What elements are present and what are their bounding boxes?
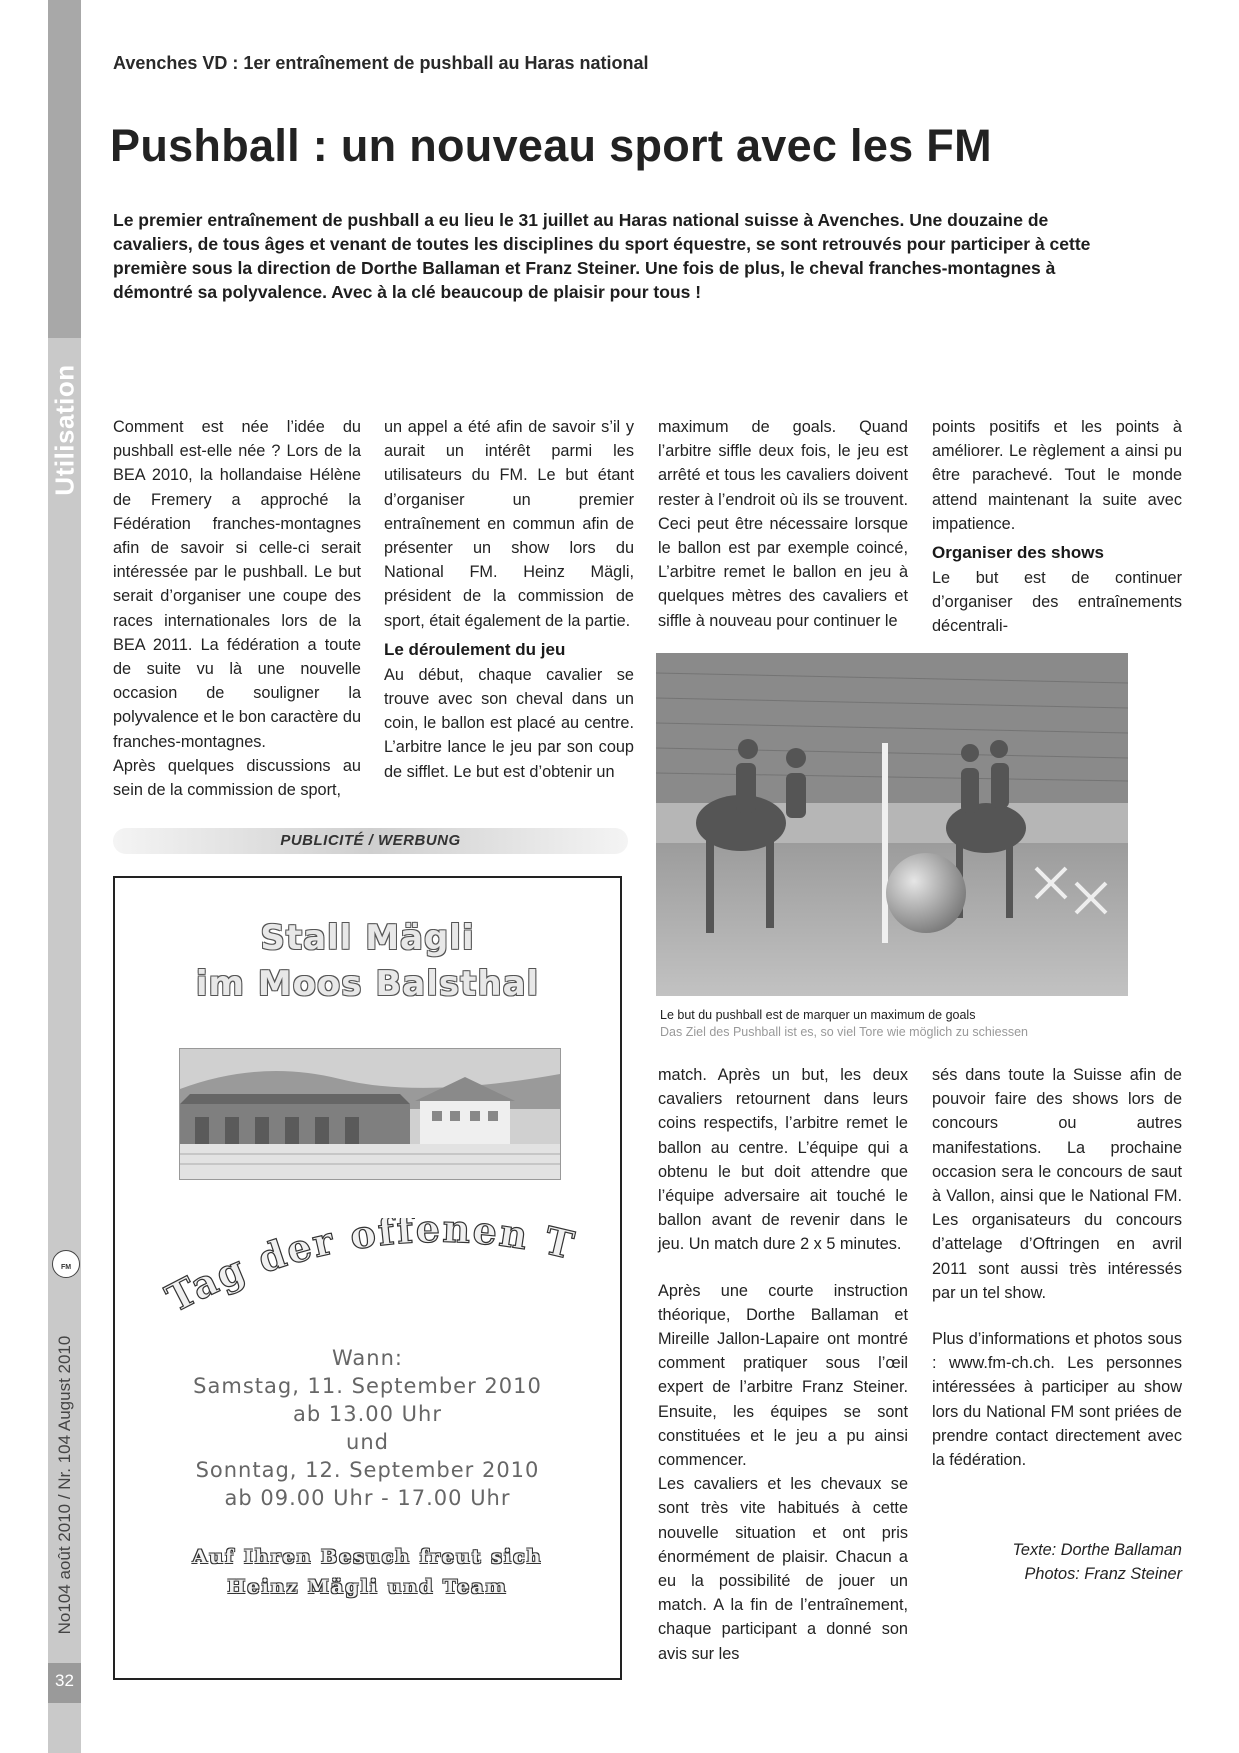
open-day-arc: [155, 1218, 585, 1328]
ad-and: und: [346, 1430, 389, 1454]
advertisement: [113, 876, 622, 1680]
paragraph: points positifs et les points à améliorer. Le règlement a ainsi pu être parachevé. Tout le monde attend maintenant la suite avec impatience.: [932, 418, 1182, 533]
article-lead: Le premier entraînement de pushball a eu lieu le 31 juillet au Haras national suisse à Avenches. Une douzaine de cavaliers, de tous âges et venant de toutes les disciplines du sport équestre, se sont retrouvés pour participer à cette première sous la direction de Dorthe Ballaman et Franz Steiner. Une fois de plus, le cheval franches-montagnes à démontré sa polyvalence. Avec à la clé beaucoup de plaisir pour tous !: [113, 210, 1091, 302]
paragraph: maximum de goals. Quand l’arbitre siffle deux fois, le jeu est arrêté et tous les cavaliers doivent rester à l’endroit où ils se trouvent. Ceci peut être nécessaire lorsque le ballon est par exemple coincé, L’arbitre remet le ballon en jeu à quelques mètres des cavaliers et siffle à nouveau pour continuer le: [658, 418, 908, 630]
page-number-text: 32: [55, 1671, 74, 1690]
svg-text:Tag der offenen Tür: [155, 1218, 578, 1321]
ad-label: PUBLICITÉ / WERBUNG: [280, 832, 461, 849]
subheading-organise-shows: Organiser des shows: [932, 543, 1104, 563]
fm-logo-icon: [52, 1250, 80, 1278]
photo-caption-fr: Le but du pushball est de marquer un maximum de goals: [660, 1008, 976, 1022]
fm-logo-text: FM: [60, 1264, 72, 1271]
credit-photos: Photos: Franz Steiner: [1024, 1565, 1182, 1583]
sidebar-band-accent: [48, 0, 81, 338]
article-column-3-top: [658, 415, 908, 633]
paragraph: Comment est née l’idée du pushball est-elle née ? Lors de la BEA 2010, la hollandaise Hélène de Fremery a approché la Fédération franches-montagnes afin de savoir si celle-ci serait intéressée par le pushball. Le but serait d’organiser une coupe des races internationales lors de la BEA 2011. La fédération a toute de suite vu là une nouvelle occasion de souligner la polyvalence et le bon caractère du franches-montagnes.: [113, 418, 361, 751]
paragraph-gap: [658, 1257, 908, 1279]
stable-photo-illustration: [180, 1049, 560, 1179]
paragraph: Après quelques discussions au sein de la commission de sport,: [113, 756, 361, 800]
paragraph: un appel a été afin de savoir s’il y aurait un intérêt parmi les utilisateurs du FM. Le but étant d’organiser un premier entraînement en commun afin de présenter un show lors du National FM. Heinz Mägli, président de la commission de sport, était également de la partie.: [384, 418, 634, 630]
photo-caption-de: Das Ziel des Pushball ist es, so viel Tore wie möglich zu schiessen: [660, 1025, 1028, 1039]
article-headline: Pushball : un nouveau sport avec les FM: [110, 120, 992, 171]
article-column-3-bottom: [658, 1063, 908, 1666]
article-kicker: Avenches VD : 1er entraînement de pushball au Haras national: [113, 53, 649, 73]
ad-date-1: Samstag, 11. September 2010: [193, 1374, 542, 1398]
article-column-4-top: [932, 415, 1182, 639]
credit-text: Texte: Dorthe Ballaman: [1012, 1541, 1182, 1559]
ad-greeting-2: Heinz Mägli und Team: [227, 1576, 508, 1598]
section-label: [50, 360, 80, 500]
article-column-1: [113, 415, 361, 802]
issue-label-text: No104 août 2010 / Nr. 104 August 2010: [55, 1335, 74, 1635]
pushball-photo-illustration: [656, 653, 1128, 996]
paragraph: sés dans toute la Suisse afin de pouvoir faire des shows lors de concours ou autres manifestations. La prochaine occasion sera le concours de saut à Vallon, ainsi que le National FM. Les organisateurs du concours d’attelage d’Oftringen en avril 2011 sont aussi très intéressés par un tel show.: [932, 1066, 1182, 1302]
ad-photo: [179, 1048, 561, 1180]
article-column-2: [384, 415, 634, 784]
paragraph: Au début, chaque cavalier se trouve avec son cheval dans un coin, le ballon est placé au centre. L’arbitre lance le jeu par son coup de sifflet. Le but est d’obtenir un: [384, 665, 634, 781]
paragraph: match. Après un but, les deux cavaliers retournent dans leurs coins respectifs, l’arbitre remet le ballon au centre. L’équipe qui a obtenu le but doit attendre que l’équipe adversaire ait touché le ballon avant de revenir dans le jeu. Un match dure 2 x 5 minutes.: [658, 1066, 908, 1254]
ad-time-1: ab 13.00 Uhr: [293, 1402, 442, 1426]
issue-label: [52, 1310, 78, 1660]
subheading-game-flow: Le déroulement du jeu: [384, 639, 566, 659]
ad-time-2: ab 09.00 Uhr - 17.00 Uhr: [224, 1486, 511, 1510]
ad-greeting-1: Auf Ihren Besuch freut sich: [192, 1546, 543, 1568]
article-credits: [960, 1538, 1182, 1586]
ad-date-2: Sonntag, 12. September 2010: [195, 1458, 540, 1482]
section-label-text: Utilisation: [49, 364, 80, 496]
page-number: [48, 1663, 81, 1703]
paragraph: Après une courte instruction théorique, Dorthe Ballaman et Mireille Jallon-Lapaire ont montré comment pratiquer sous l’œil expert de l’arbitre Franz Steiner. Ensuite, les équipes se sont constituées et le jeu a pu ainsi commencer.: [658, 1281, 908, 1470]
paragraph: Les cavaliers et les chevaux se sont très vite habitués à cette nouvelle situation et ont pris énormément de plaisir. Chacun a eu la possibilité de jouer un match. A la fin de l’entraînement, chaque participant a donné son avis sur les: [658, 1475, 908, 1663]
paragraph-gap: [932, 1305, 1182, 1327]
article-photo: [656, 653, 1128, 996]
ad-title-stall: Stall Mägli: [260, 918, 475, 958]
ad-open-day: [155, 1218, 585, 1328]
ad-when-label: Wann:: [332, 1346, 403, 1370]
ad-title-location: im Moos Balsthal: [195, 964, 540, 1004]
article-column-4-bottom: [932, 1063, 1182, 1472]
paragraph: Plus d’informations et photos sous : www.fm-ch.ch. Les personnes intéressées à participer au show lors du National FM sont priées de prendre contact directement avec la fédération.: [932, 1330, 1182, 1470]
ad-label-bar: [113, 828, 628, 854]
open-day-text: Tag der offenen T: [158, 1218, 578, 1321]
paragraph: Le but est de continuer d’organiser des entraînements décentrali-: [932, 569, 1182, 636]
